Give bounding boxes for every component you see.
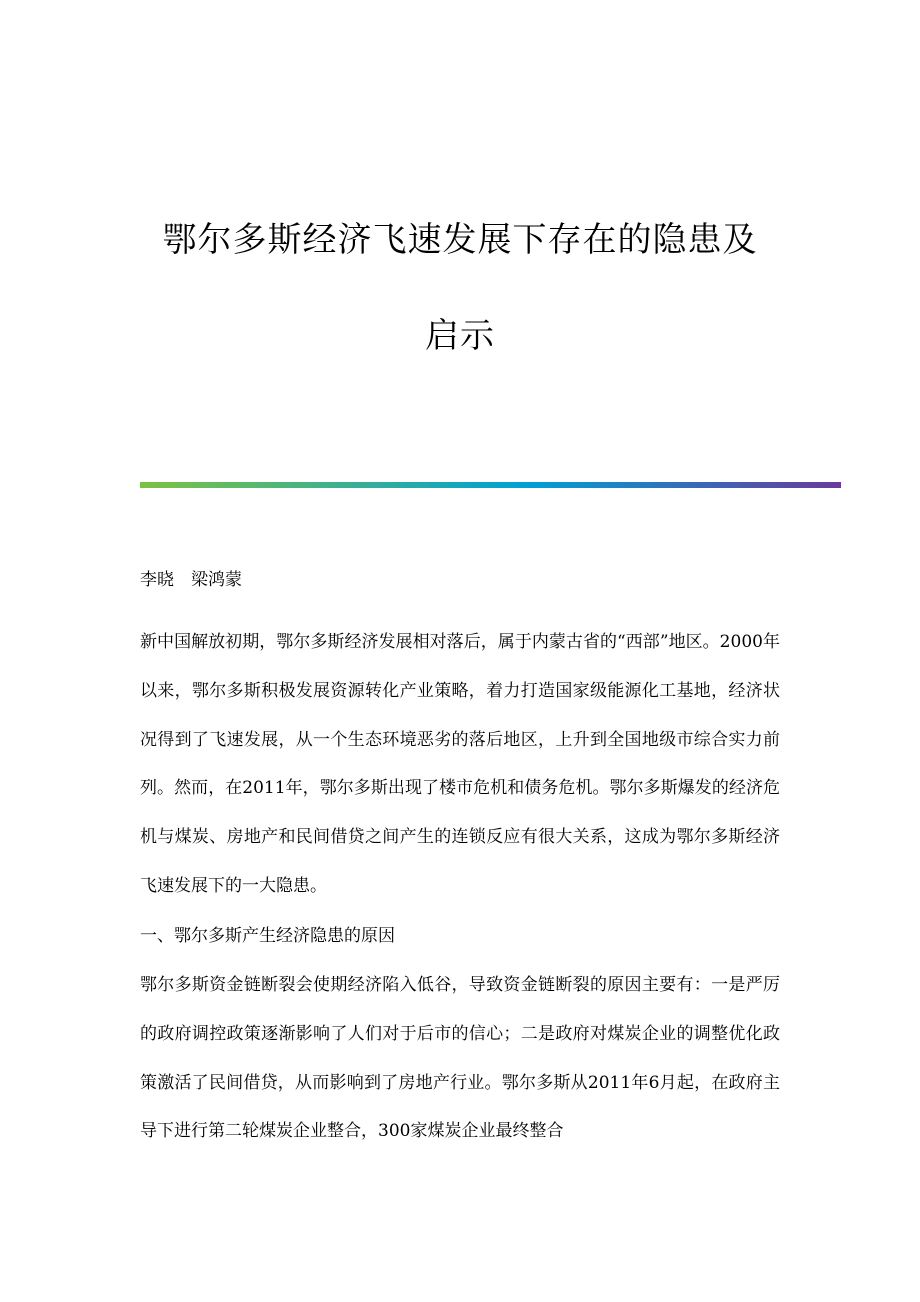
intro-paragraph: 新中国解放初期，鄂尔多斯经济发展相对落后，属于内蒙古省的“西部”地区。2000年以来，鄂尔多斯积极发展资源转化产业策略，着力打造国家级能源化工基地，经济状况得到了飞速发展，从一个生态环境恶劣的落后地区，上升到全国地级市综合实力前列。然而，在2011年，鄂尔多斯出现了楼市危机和债务危机。鄂尔多斯爆发的经济危机与煤炭、房地产和民间借贷之间产生的连锁反应有很大关系，这成为鄂尔多斯经济飞速发展下的一大隐患。 [140, 632, 780, 896]
section-heading: 一、鄂尔多斯产生经济隐患的原因 [140, 926, 395, 946]
document-title-line-1: 鄂尔多斯经济飞速发展下存在的隐患及 [162, 220, 758, 260]
document-title-line-2: 启示 [425, 316, 495, 356]
authors: 李晓 梁鸿蒙 [140, 570, 242, 590]
body-paragraph: 鄂尔多斯资金链断裂会使期经济陷入低谷，导致资金链断裂的原因主要有：一是严厉的政府调控政策逐渐影响了人们对于后市的信心；二是政府对煤炭企业的调整优化政策激活了民间借贷，从而影响到了房地产行业。鄂尔多斯从2011年6月起，在政府主导下进行第二轮煤炭企业整合，300家煤炭企业最终整合 [140, 975, 780, 1142]
gradient-divider [140, 482, 841, 488]
